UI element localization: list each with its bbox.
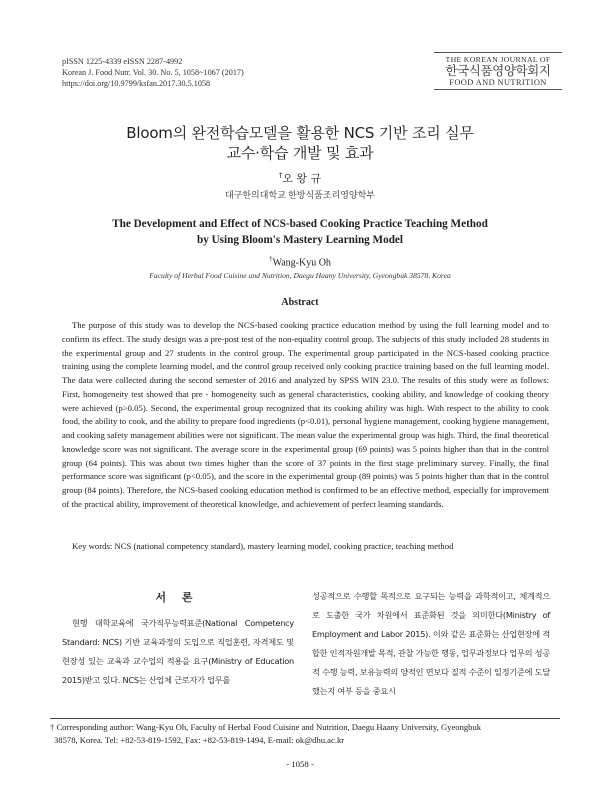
title-korean-line2: 교수·학습 개발 및 효과: [226, 144, 374, 162]
citation-line: Korean J. Food Nutr. Vol. 30. No. 5, 1058~1067 (2017): [62, 68, 244, 77]
footnote-divider: [50, 718, 560, 719]
abstract-heading: Abstract: [281, 297, 319, 308]
author-english: [0, 255, 600, 268]
issn-line: pISSN 1225-4339 eISSN 2287-4992: [62, 57, 183, 66]
title-korean-line1: Bloom의 완전학습모델을 활용한 NCS 기반 조리 실무: [126, 124, 474, 142]
title-english: [0, 216, 600, 248]
journal-name-en-bottom: FOOD AND NUTRITION: [449, 78, 547, 87]
corresponding-mark: †: [278, 171, 283, 180]
affiliation-english: Faculty of Herbal Food Cuisine and Nutrition, Daegu Haany University, Gyeongbuk 38578, Korea: [149, 271, 451, 280]
footnote-line1: † Corresponding author: Wang-Kyu Oh, Faculty of Herbal Food Cuisine and Nutrition, Daegu Haany University, Gyeongbuk: [50, 722, 482, 732]
journal-name-en-top: THE KOREAN JOURNAL OF: [445, 55, 551, 64]
corresponding-mark-en: †: [269, 255, 273, 263]
citation-block: [62, 56, 244, 89]
doi-link[interactable]: https://doi.org/10.9799/ksfan.2017.30.5.1058: [62, 79, 211, 88]
title-korean: [0, 123, 600, 163]
corresponding-author-footnote: [50, 721, 560, 746]
abstract-body: The purpose of this study was to develop the NCS-based cooking practice education method by using the full learning model and to confirm its effect. The study design was a pre-post test of the non-equality control group. The subjects of this study included 28 students in the experimental group and 27 students in the control group. The experimental group participated in the NCS-based cooking practice training using the complete learning model, and the control group received only cooking practice training based on the full learning model. The data were collected during the second semester of 2016 and analyzed by SPSS WIN 23.0. The results of this study were as follows: First, homogeneity test showed that pre - homogeneity such as general characteristics, cooking ability, and knowledge of cooking theory were achieved (p>0.05). Second, the experimental group recognized that its cooking ability was high. With respect to the ability to cook food, the ability to cook, and the ability to prepare food ingredients (p<0.01), personal hygiene management, cooking hygiene management, and cooking safety management abilities were not significant. The mean value the experimental group was high. Third, the final theoretical knowledge score was not significant. The average score in the experimental group (69 points) was 5 points higher than that in the control group (64 points). This was about two times higher than the score of 37 points in the first stage preliminary survey. Finally, the final performance score was significant (p<0.05), and the score in the experimental group (89 points) was 5 points higher than that in the control group (84 points). Therefore, the NCS-based cooking education method is confirmed to be an effective method, especially for improvement of the practical ability, improvement of theoretical knowledge, and achievement of perfect learning standards.: [62, 320, 549, 509]
journal-logo: [434, 52, 562, 90]
keywords: Key words: NCS (national competency standard), mastery learning model, cooking practice, teaching method: [72, 541, 454, 551]
affiliation-korean: 대구한의대학교 한방식품조리영양학부: [224, 190, 376, 200]
title-english-line2: by Using Bloom's Mastery Learning Model: [196, 234, 404, 246]
section-heading-introduction: 서 론: [155, 591, 199, 604]
title-english-line1: The Development and Effect of NCS-based Cooking Practice Teaching Method: [112, 218, 488, 230]
page-number: - 1058 -: [286, 759, 314, 769]
author-korean: [0, 170, 600, 186]
author-english-name: Wang-Kyu Oh: [272, 257, 331, 269]
intro-left-column: 현행 대학교육에 국가직무능력표준(National Competency Standard: NCS) 기반 교육과정의 도입으로 직업훈련, 자격제도 및 현장성 있는 교육과 교수업의 적용을 요구(Ministry of Education 2015)받고 있다. NCS는 산업체 근로자가 업무를: [62, 618, 294, 685]
intro-right-column: 성공적으로 수행할 목적으로 요구되는 능력을 과학적이고, 체계적으로 도출한 국가 차원에서 표준화된 것을 의미한다(Ministry of Employment and Labor 2015). 이와 같은 표준화는 산업현장에 적합한 인적자원개발 목적, 관찰 가능한 행동, 업무과정보다 업무의 성공적 수행 능력, 보유능력의 양적인 면보다 질적 수준이 일정기준에 도달했는지 여부 등을 중요시: [312, 591, 550, 696]
author-korean-name: 오 왕 규: [282, 172, 322, 185]
journal-rule-bottom: [434, 89, 562, 90]
journal-name-ko: 한국식품영양학회지: [445, 63, 551, 78]
footnote-line2: 38578, Korea. Tel: +82-53-819-1592, Fax: +82-53-819-1494, E-mail: ok@dhu.ac.kr: [54, 734, 345, 745]
